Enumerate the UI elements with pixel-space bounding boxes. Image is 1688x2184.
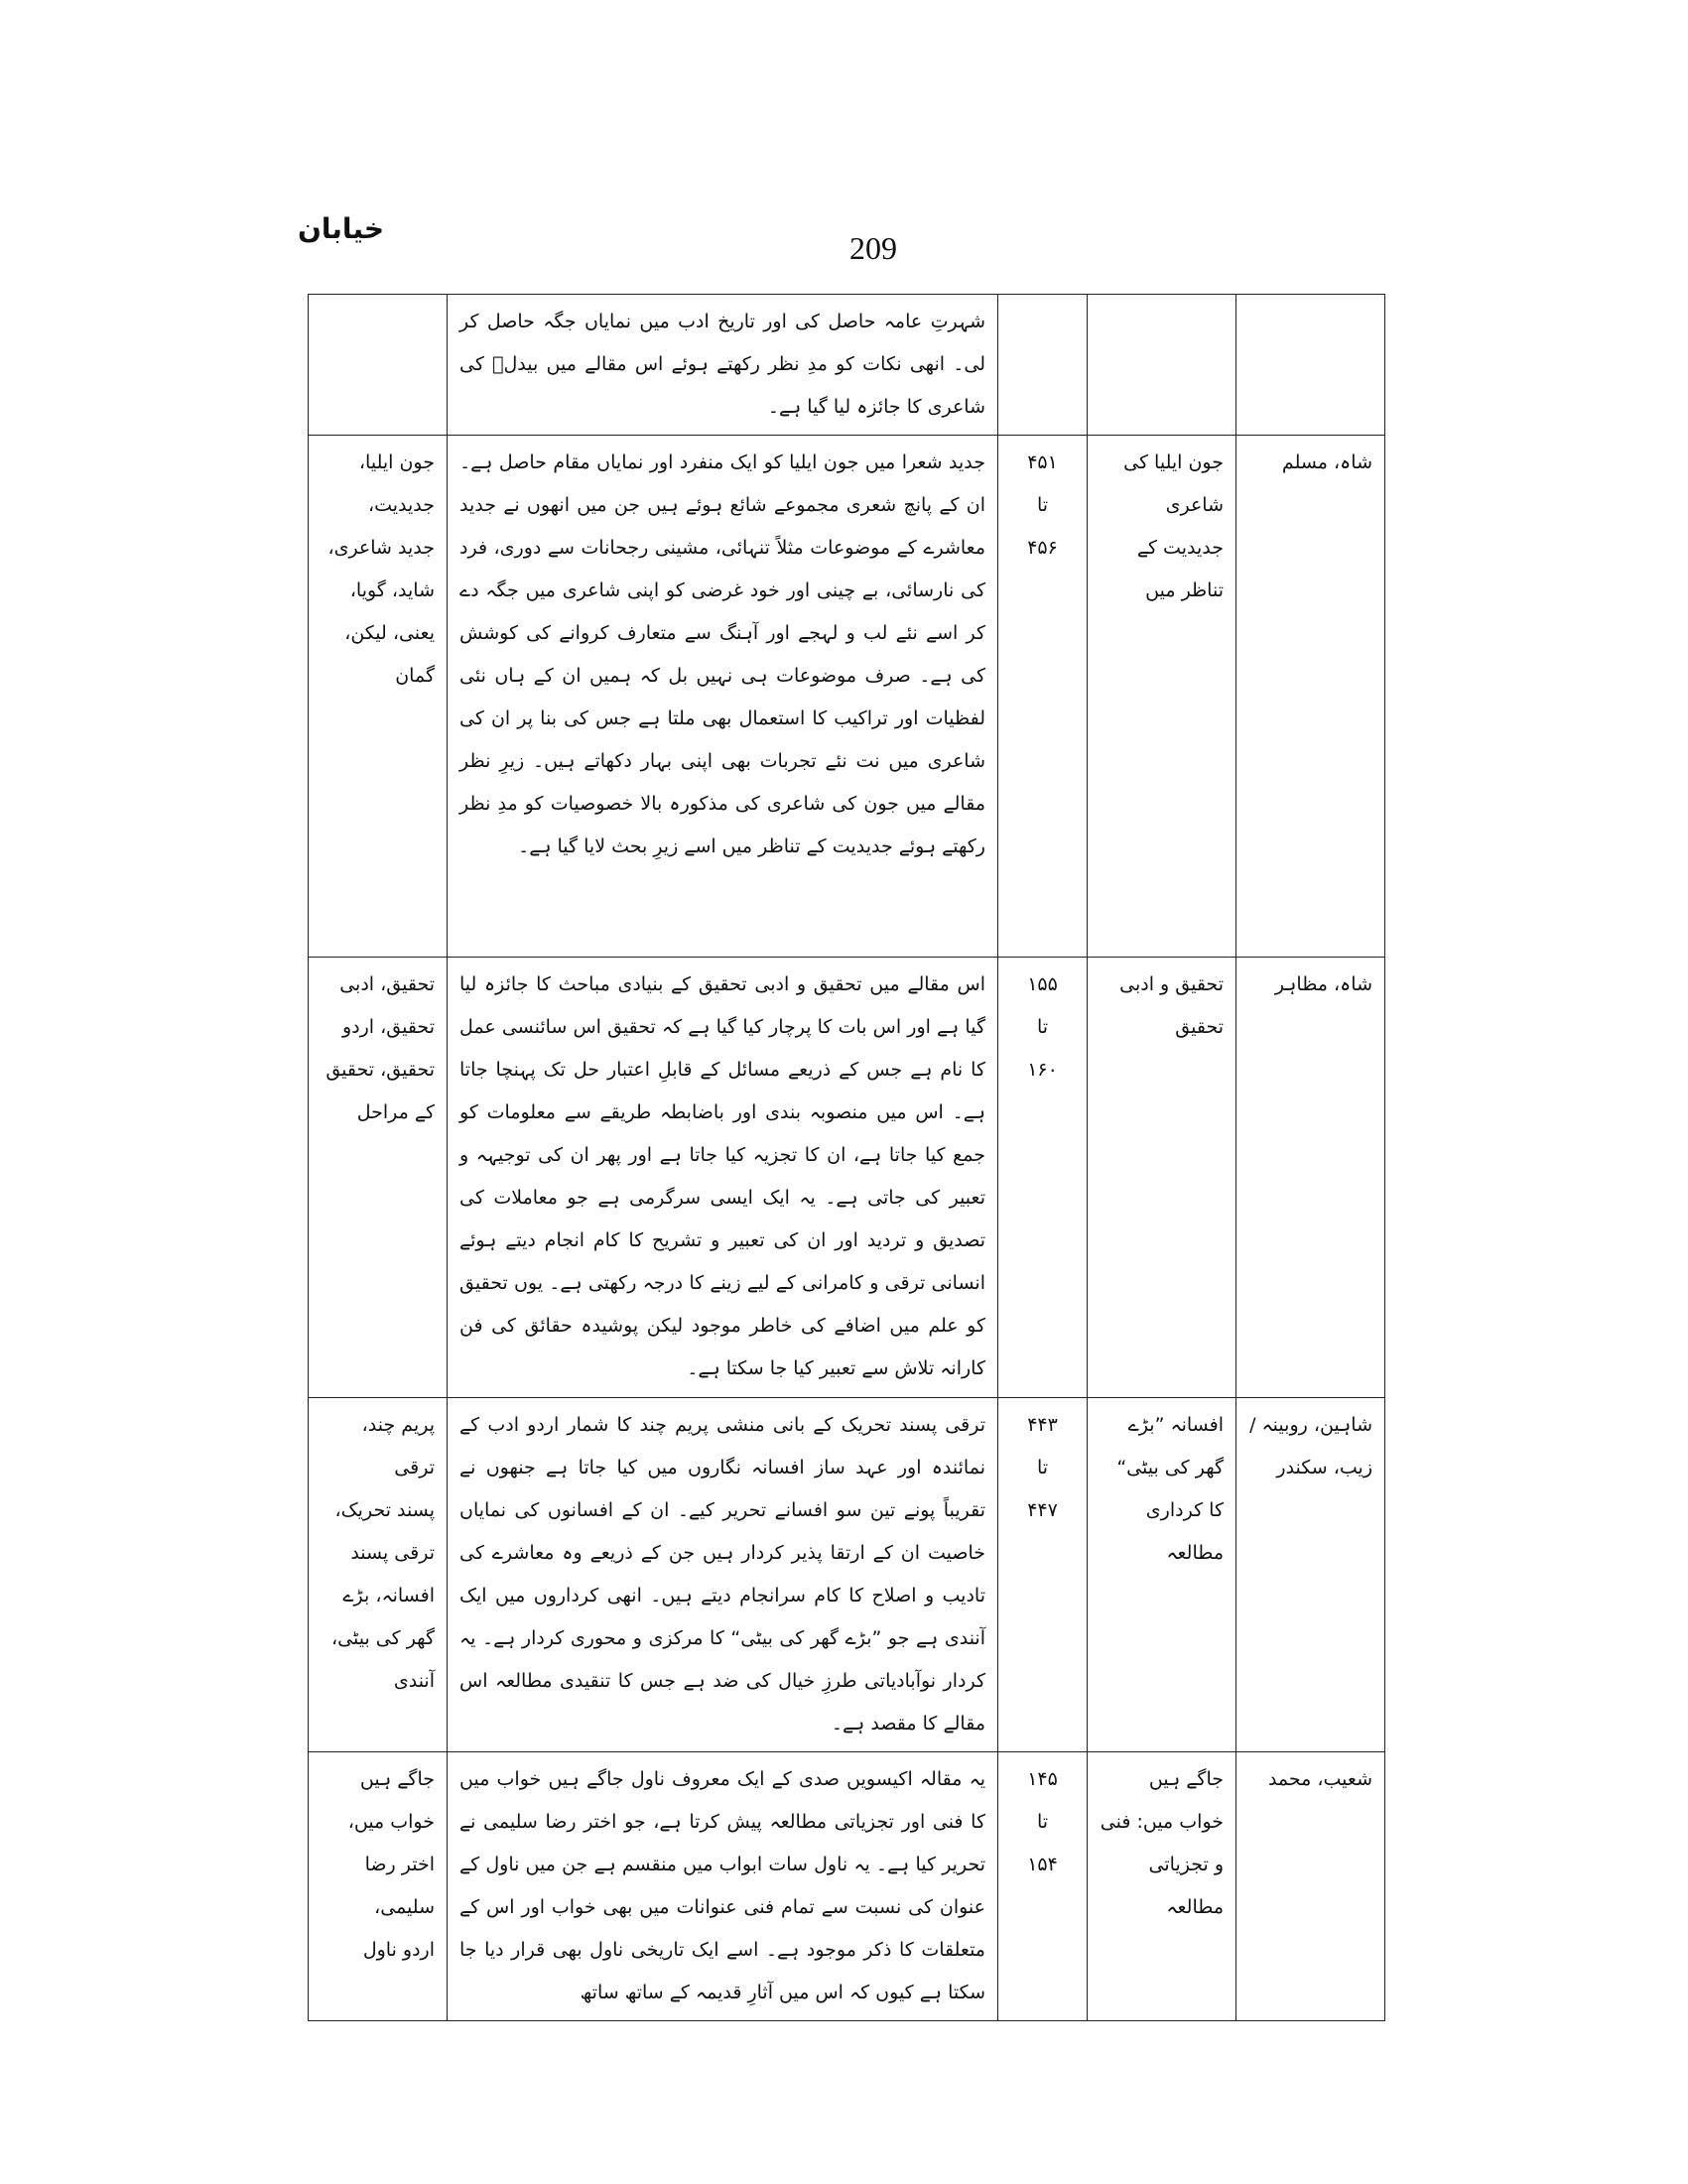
pages-cell — [998, 295, 1088, 436]
page-to: ۱۵۴ — [1027, 1854, 1058, 1875]
abstract-cell: اس مقالے میں تحقیق و ادبی تحقیق کے بنیادی مباحث کا جائزہ لیا گیا ہے اور اس بات کا پرچار کیا گیا ہے کہ تحقیق اس سائنسی عمل کا نام ہے جس کے ذریعے مسائل کے قابلِ اعتبار حل تک پہنچا جاتا ہے۔ اس میں منصوبہ بندی اور باضابطہ طریقے سے معلومات کو جمع کیا جاتا ہے، ان کا تجزیہ کیا جاتا ہے اور پھر ان کی توجیہہ و تعبیر کی جاتی ہے۔ یہ ایک ایسی سرگرمی ہے جو معاملات کی تصدیق و تردید اور ان کی تعبیر و تشریح کا کام انجام دیتے ہوئے انسانی ترقی و کامرانی کے لیے زینے کا درجہ رکھتی ہے۔ یوں تحقیق کو علم میں اضافے کی خاطر موجود لیکن پوشیدہ حقائق کی فن کارانہ تلاش سے تعبیر کیا جا سکتا ہے۔ — [448, 958, 998, 1398]
pages-cell — [998, 1752, 1088, 2021]
keyword: خواب میں، — [347, 1811, 435, 1833]
title-cell: تحقیق و ادبی تحقیق — [1088, 958, 1236, 1398]
table-row — [309, 436, 1385, 958]
table-row — [309, 295, 1385, 436]
journal-name: خیابان — [298, 212, 385, 245]
keyword: آنندی — [393, 1670, 435, 1692]
abstract-cell: شہرتِ عامہ حاصل کی اور تاریخ ادب میں نمایاں جگہ حاصل کر لی۔ انھی نکات کو مدِ نظر رکھتے ہوئے اس مقالے میں بیدلؔ کی شاعری کا جائزہ لیا گیا ہے۔ — [448, 295, 998, 436]
keyword: جون ایلیا، — [358, 451, 435, 473]
keyword: گھر کی بیٹی، — [331, 1627, 435, 1649]
keywords-cell — [309, 958, 448, 1398]
keyword: شاید، گویا، — [349, 579, 435, 601]
title-cell — [1088, 295, 1236, 436]
page-to: ۱۶۰ — [1027, 1059, 1058, 1081]
author-cell: شعیب، محمد — [1236, 1752, 1385, 2021]
page-from: ۱۴۵ — [1027, 1768, 1058, 1790]
page-sep: تا — [1036, 1016, 1049, 1038]
keyword: گمان — [395, 665, 435, 687]
keyword: پسند تحریک، — [334, 1499, 435, 1521]
keyword: اردو ناول — [362, 1939, 435, 1961]
abstract-cell: جدید شعرا میں جون ایلیا کو ایک منفرد اور نمایاں مقام حاصل ہے۔ ان کے پانچ شعری مجموعے شائع ہوئے ہیں جن میں انھوں نے جدید معاشرے کے موضوعات مثلاً تنہائی، مشینی رجحانات سے دوری، فرد کی نارسائی، بے چینی اور خود غرضی کو اپنی شاعری میں جگہ دے کر اسے نئے لب و لہجے اور آہنگ سے متعارف کروانے کی کوشش کی ہے۔ صرف موضوعات ہی نہیں بل کہ ہمیں ان کے ہاں نئی لفظیات اور تراکیب کا استعمال بھی ملتا ہے جس کی بنا پر ان کی شاعری میں نت نئے تجربات بھی اپنی بہار دکھاتے ہیں۔ زیرِ نظر مقالے میں جون کی شاعری کی مذکورہ بالا خصوصیات کو مدِ نظر رکھتے ہوئے جدیدیت کے تناظر میں اسے زیرِ بحث لایا گیا ہے۔ — [448, 436, 998, 958]
keyword: تحقیق، اردو — [341, 1016, 435, 1038]
keywords-cell — [309, 1752, 448, 2021]
pages-cell — [998, 958, 1088, 1398]
table-row — [309, 1398, 1385, 1752]
title-cell: جاگے ہیں خواب میں: فنی و تجزیاتی مطالعہ — [1088, 1752, 1236, 2021]
keyword: تحقیق، تحقیق — [325, 1059, 435, 1081]
abstract-cell: ترقی پسند تحریک کے بانی منشی پریم چند کا شمار اردو ادب کے نمائندہ اور عہد ساز افسانہ نگاروں میں کیا جاتا ہے جنھوں نے تقریباً پونے تین سو افسانے تحریر کیے۔ ان کے افسانوں کی نمایاں خاصیت ان کے ارتقا پذیر کردار ہیں جن کے ذریعے وہ معاشرے کی تادیب و اصلاح کا کام سرانجام دیتے ہیں۔ انھی کرداروں میں ایک آنندی ہے جو ”بڑے گھر کی بیٹی“ کا مرکزی و محوری کردار ہے۔ یہ کردار نوآبادیاتی طرزِ خیال کی ضد ہے جس کا تنقیدی مطالعہ اس مقالے کا مقصد ہے۔ — [448, 1398, 998, 1752]
table-row — [309, 1752, 1385, 2021]
author-cell: شاہ، مظاہر — [1236, 958, 1385, 1398]
keyword: پریم چند، ترقی — [361, 1414, 435, 1478]
index-table — [308, 294, 1385, 2021]
keyword: اختر رضا سلیمی، — [364, 1854, 435, 1918]
keyword: جدید شاعری، — [327, 537, 435, 559]
page-to: ۴۴۷ — [1027, 1499, 1058, 1521]
page-sep: تا — [1036, 1457, 1049, 1478]
title-cell: جون ایلیا کی شاعری جدیدیت کے تناظر میں — [1088, 436, 1236, 958]
page-to: ۴۵۶ — [1027, 537, 1058, 559]
page-number: 209 — [849, 230, 897, 266]
title-cell: افسانہ ”بڑے گھر کی بیٹی“ کا کرداری مطالعہ — [1088, 1398, 1236, 1752]
author-cell: شاہ، مسلم — [1236, 436, 1385, 958]
keyword: جاگے ہیں — [359, 1768, 435, 1790]
keyword: افسانہ، بڑے — [342, 1585, 435, 1606]
keywords-cell — [309, 1398, 448, 1752]
page-from: ۱۵۵ — [1027, 973, 1058, 995]
abstract-cell: یہ مقالہ اکیسویں صدی کے ایک معروف ناول جاگے ہیں خواب میں کا فنی اور تجزیاتی مطالعہ پیش کرتا ہے، جو اختر رضا سلیمی نے تحریر کیا ہے۔ یہ ناول سات ابواب میں منقسم ہے جن میں ناول کے عنوان کی نسبت سے تمام فنی عنوانات میں بھی خواب اور اس کے متعلقات کا ذکر موجود ہے۔ اسے ایک تاریخی ناول بھی قرار دیا جا سکتا ہے کیوں کہ اس میں آثارِ قدیمہ کے ساتھ ساتھ — [448, 1752, 998, 2021]
pages-cell — [998, 1398, 1088, 1752]
keyword: یعنی، لیکن، — [344, 622, 435, 644]
page-sep: تا — [1036, 1811, 1049, 1833]
keyword: ترقی پسند — [350, 1542, 435, 1564]
page-from: ۴۴۳ — [1027, 1414, 1058, 1436]
keyword: کے مراحل — [356, 1101, 435, 1123]
page-from: ۴۵۱ — [1027, 451, 1058, 473]
keywords-cell — [309, 436, 448, 958]
keywords-cell — [309, 295, 448, 436]
page-sep: تا — [1036, 494, 1049, 516]
pages-cell — [998, 436, 1088, 958]
keyword: تحقیق، ادبی — [339, 973, 435, 995]
author-cell: شاہین، روبینہ / زیب، سکندر — [1236, 1398, 1385, 1752]
author-cell — [1236, 295, 1385, 436]
keyword: جدیدیت، — [367, 494, 435, 516]
table-row — [309, 958, 1385, 1398]
